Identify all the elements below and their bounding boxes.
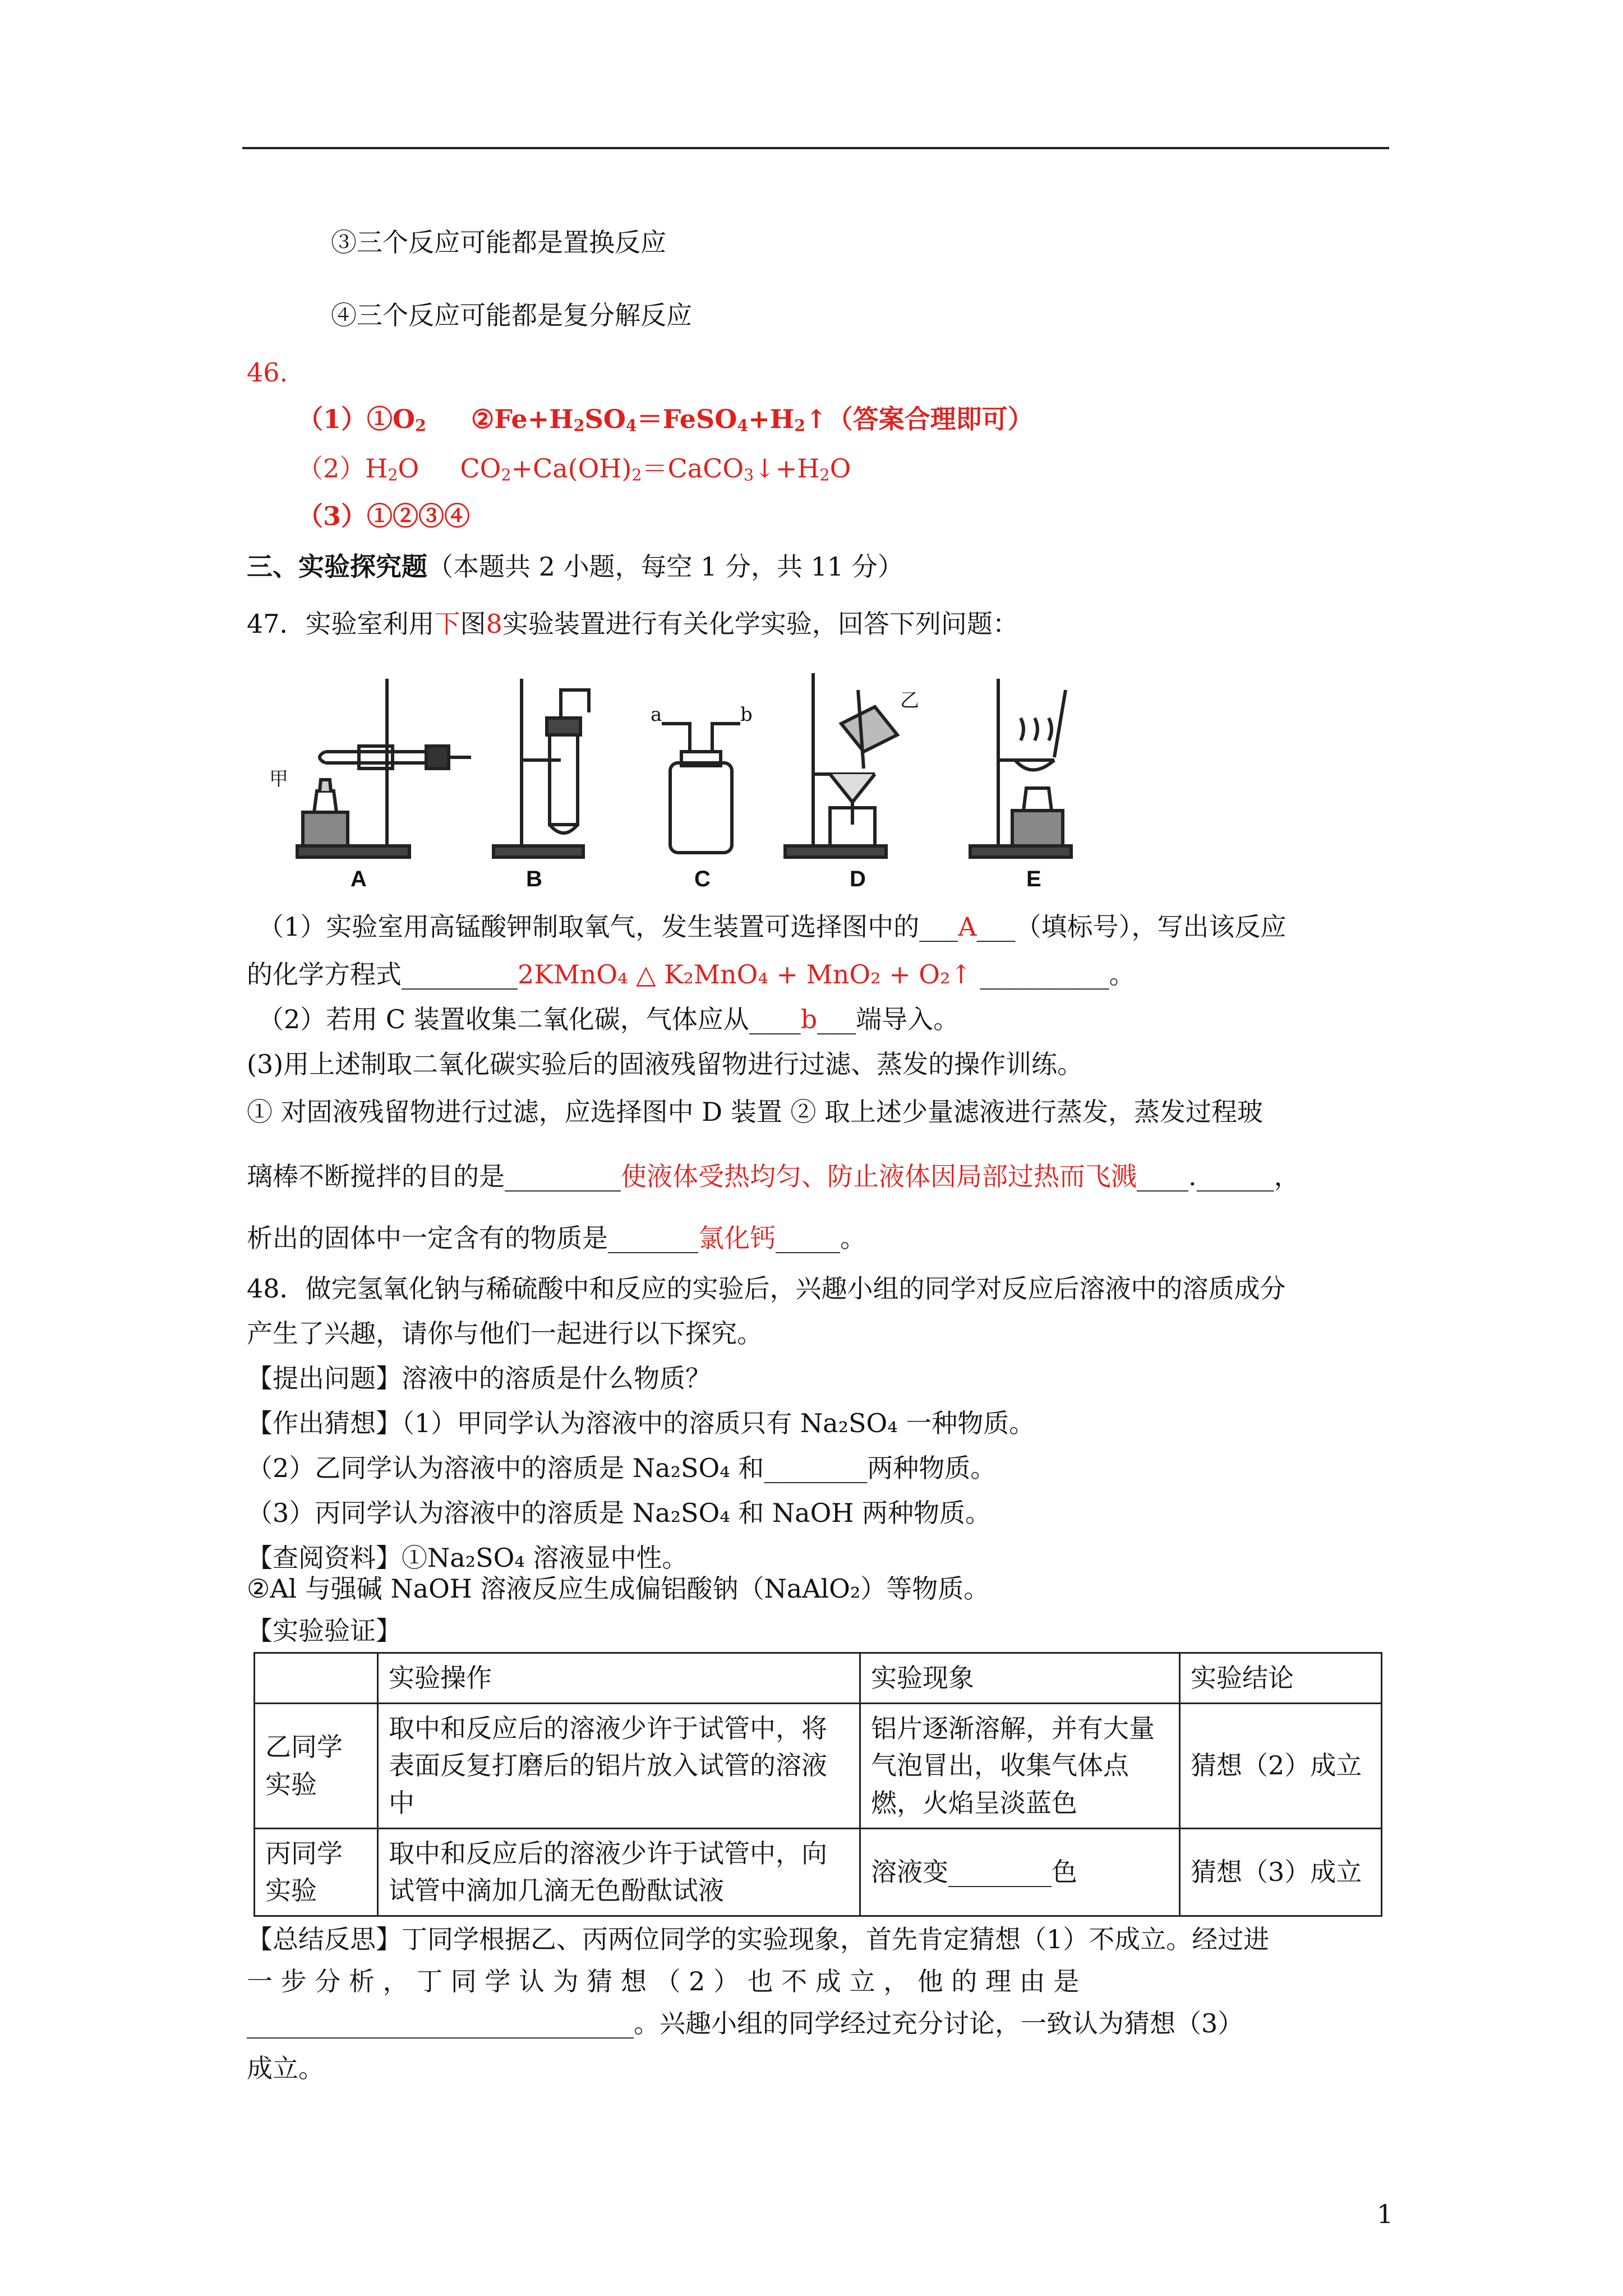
label-d: D <box>850 867 866 891</box>
reference-2: ②Al 与强碱 NaOH 溶液反应生成偏铝酸钠（NaAlO₂）等物质。 <box>247 1573 990 1604</box>
section-3-heading: 三、实验探究题（本题共 2 小题，每空 1 分，共 11 分） <box>247 551 903 582</box>
table-cell: 铝片逐渐溶解，并有大量气泡冒出，收集气体点燃，火焰呈淡蓝色 <box>860 1703 1180 1828</box>
table-cell: 取中和反应后的溶液少许于试管中，将表面反复打磨后的铝片放入试管的溶液中 <box>378 1703 860 1828</box>
table-row <box>255 1828 1382 1916</box>
table-cell: 丙同学实验 <box>255 1828 378 1916</box>
q47-part1-equation: 的化学方程式_________2KMnO₄ △ K₂MnO₄ + MnO₂ + O₂↑ __________。 <box>247 959 1135 990</box>
table-header-cell: 实验结论 <box>1180 1653 1382 1704</box>
answer-46-1: $(1)①O_2$ $②Fe+H_2SO_4=FeSO_4+H_2↑$（答案合理即可） <box>297 404 1034 435</box>
table-header-cell <box>255 1653 378 1704</box>
label-yi: 乙 <box>900 689 919 712</box>
option-3: ③三个反应可能都是置换反应 <box>331 227 666 257</box>
label-b: B <box>526 867 542 891</box>
q47-part1: （1）实验室用高锰酸钾制取氧气，发生装置可选择图中的___A___（填标号），写出该反应 <box>258 912 1287 942</box>
summary-line4: 成立。 <box>247 2053 324 2083</box>
label-port-a: a <box>651 703 662 726</box>
guess-2: （2）乙同学认为溶液中的溶质是 Na₂SO₄ 和________两种物质。 <box>247 1453 997 1483</box>
table-header-cell: 实验操作 <box>378 1653 860 1704</box>
table-header-cell: 实验现象 <box>860 1653 1180 1704</box>
q47-part3-line1: ① 对固液残留物进行过滤，应选择图中 D 装置 ② 取上述少量滤液进行蒸发，蒸发过程玻 <box>247 1097 1263 1127</box>
table-row <box>255 1703 1382 1828</box>
summary-line2: 一 步 分 析 ， 丁 同 学 认 为 猜 想 （ 2 ） 也 不 成 立 ， 他 的 理 由 是 <box>247 1966 1080 1996</box>
apparatus-figure <box>247 668 1122 892</box>
question-46-number: 46. <box>247 357 288 388</box>
table-cell: 取中和反应后的溶液少许于试管中，向试管中滴加几滴无色酚酞试液 <box>378 1828 860 1916</box>
label-c: C <box>694 867 711 891</box>
summary-line3: ______________________________。兴趣小组的同学经过充分讨论，一致认为猜想（3） <box>247 2008 1244 2039</box>
guess-3: （3）丙同学认为溶液中的溶质是 Na₂SO₄ 和 NaOH 两种物质。 <box>247 1498 992 1528</box>
question-47: 47．实验室利用下图8实验装置进行有关化学实验，回答下列问题： <box>247 609 1018 639</box>
label-jia: 甲 <box>269 768 288 790</box>
table-cell: 溶液变________色 <box>860 1828 1180 1916</box>
header-rule <box>242 147 1389 149</box>
q47-part3-line3: 析出的固体中一定含有的物质是_______氯化钙_____。 <box>247 1223 866 1253</box>
q47-part3-line2: 璃棒不断搅拌的目的是_________使液体受热均匀、防止液体因局部过热而飞溅____.______， <box>247 1161 1300 1191</box>
table-cell: 猜想（3）成立 <box>1180 1828 1382 1916</box>
label-a: A <box>351 867 367 891</box>
ask-question: 【提出问题】溶液中的溶质是什么物质？ <box>247 1363 711 1393</box>
verify-heading: 【实验验证】 <box>247 1616 402 1646</box>
q47-part2: （2）若用 C 装置收集二氧化碳，气体应从____b___端导入。 <box>258 1004 960 1034</box>
option-4: ④三个反应可能都是复分解反应 <box>331 300 692 330</box>
answer-46-2: $(2)H_2O$ $CO_2+Ca(OH)_2=CaCO_3↓+H_2O$ <box>297 453 851 485</box>
table-cell: 猜想（2）成立 <box>1180 1703 1382 1828</box>
label-port-b: b <box>740 703 753 726</box>
summary-line1: 【总结反思】丁同学根据乙、丙两位同学的实验现象，首先肯定猜想（1）不成立。经过进 <box>247 1924 1270 1954</box>
q47-part3: (3)用上述制取二氧化碳实验后的固液残留物进行过滤、蒸发的操作训练。 <box>247 1049 1083 1079</box>
q48-line2: 产生了兴趣，请你与他们一起进行以下探究。 <box>247 1318 763 1349</box>
answer-46-3: （3）①②③④ <box>297 501 471 531</box>
table-cell: 乙同学实验 <box>255 1703 378 1828</box>
q48-line1: 48．做完氢氧化钠与稀硫酸中和反应的实验后，兴趣小组的同学对反应后溶液中的溶质成分 <box>247 1273 1286 1304</box>
experiment-table <box>253 1652 1382 1917</box>
label-e: E <box>1026 867 1041 891</box>
page-number: 1 <box>1377 2199 1394 2229</box>
table-header-row <box>255 1653 1382 1704</box>
guess-1: 【作出猜想】（1）甲同学认为溶液中的溶质只有 Na₂SO₄ 一种物质。 <box>247 1408 1035 1438</box>
reference-1: 【查阅资料】①Na₂SO₄ 溶液显中性。 <box>247 1543 688 1573</box>
